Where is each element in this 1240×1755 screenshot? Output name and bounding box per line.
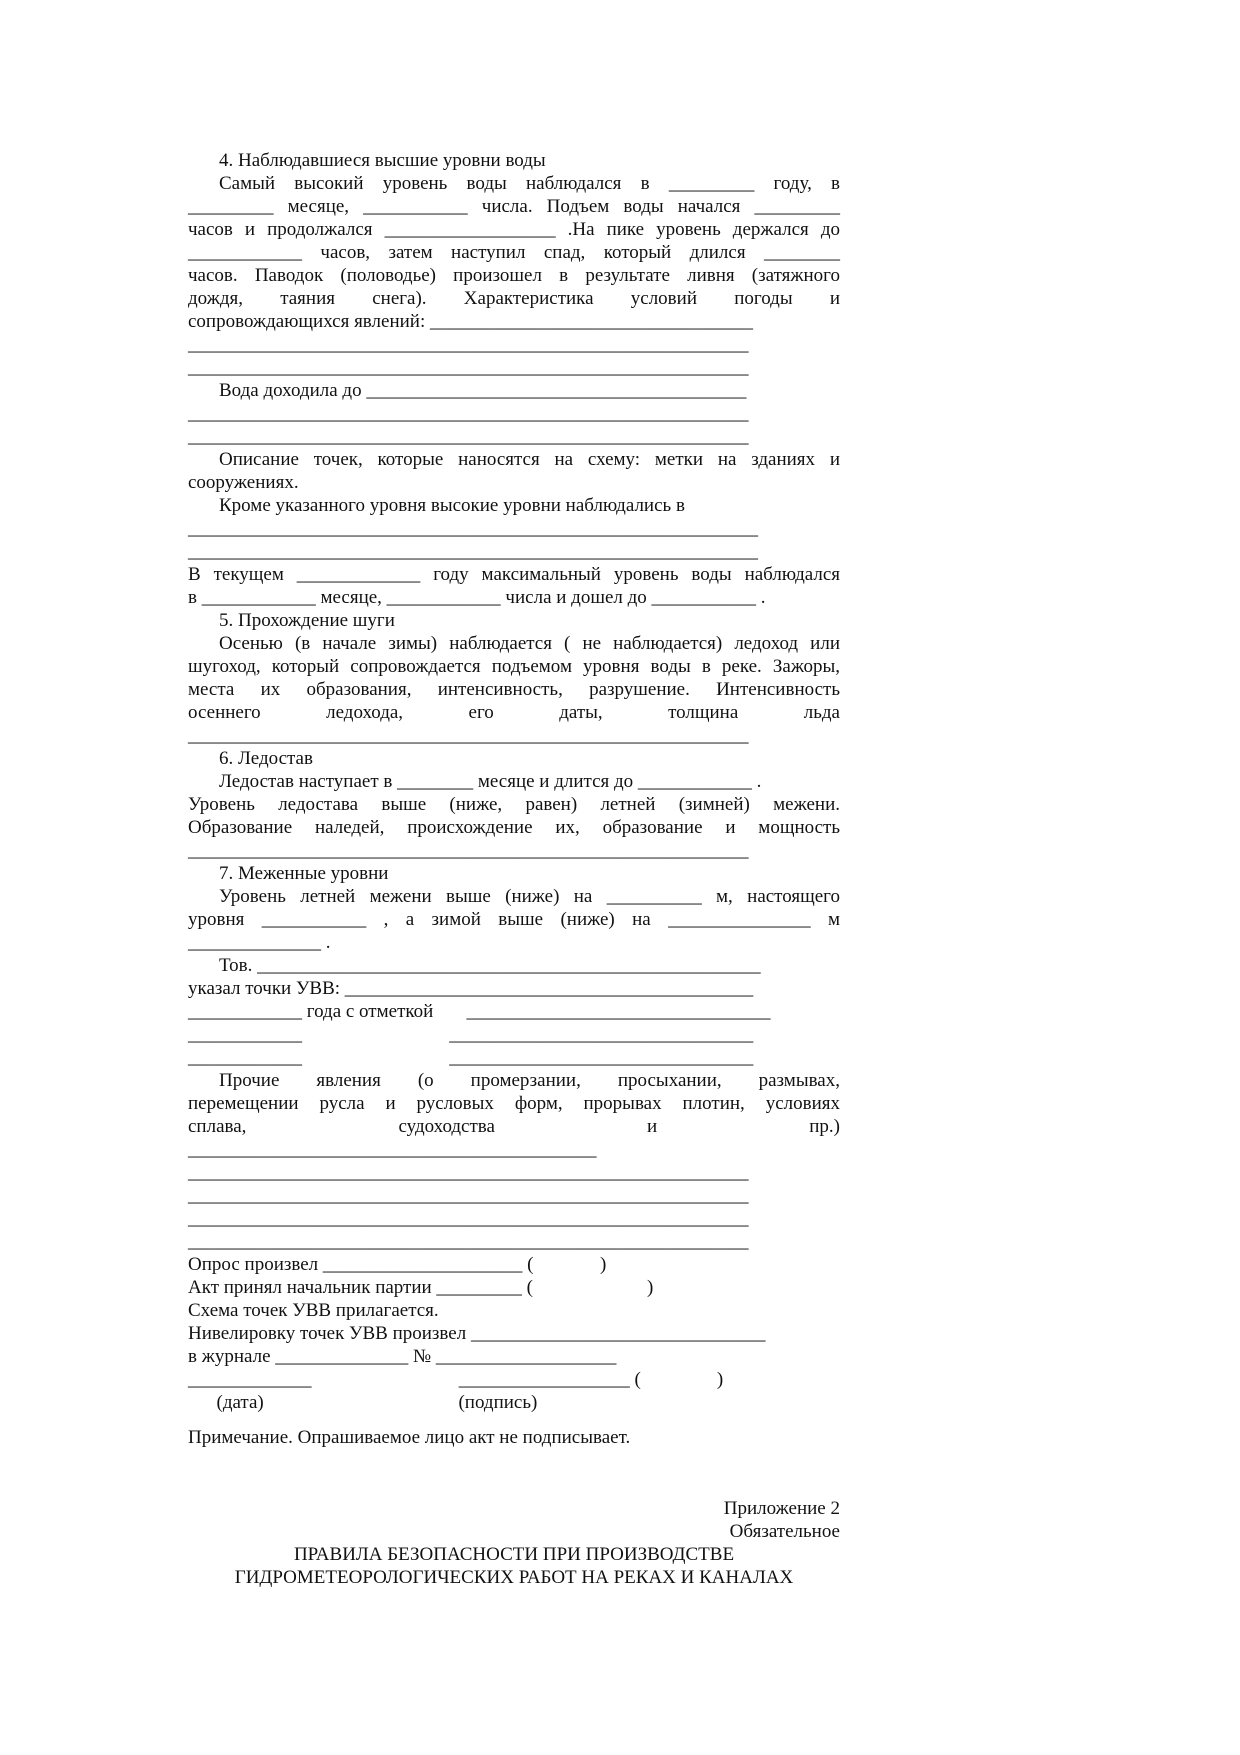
blank-underline: ___________________________________________________________ bbox=[188, 426, 749, 447]
note: Примечание. Опрашиваемое лицо акт не подписывает. bbox=[188, 1427, 631, 1448]
section-7-title: 7. Меженные уровни bbox=[219, 863, 389, 884]
appendix-title: ГИДРОМЕТЕОРОЛОГИЧЕСКИХ РАБОТ НА РЕКАХ И КАНАЛАХ bbox=[234, 1567, 794, 1588]
points-description-line: сооружениях. bbox=[188, 472, 299, 493]
blank-underline: ___________________________________________________________ bbox=[188, 403, 749, 424]
section-5-title: 5. Прохождение шуги bbox=[219, 610, 395, 631]
uvv-points-line: ____________ ________________________________ bbox=[188, 1024, 754, 1045]
signature-line: Схема точек УВВ прилагается. bbox=[188, 1300, 439, 1321]
blank-underline: ___________________________________________ bbox=[188, 1139, 597, 1160]
section-4-line: ____________ часов, затем наступил спад, который длился ________ bbox=[188, 242, 840, 263]
blank-underline: ___________________________________________________________ bbox=[188, 1162, 749, 1183]
other-phenomena-line: Прочие явления (о промерзании, просыхании, размывах, bbox=[219, 1070, 840, 1091]
blank-underline: ___________________________________________________________ bbox=[188, 334, 749, 355]
current-year-line: в ____________ месяце, ____________ числа и дошел до ___________ . bbox=[188, 587, 766, 608]
appendix-label: Приложение 2 bbox=[723, 1498, 840, 1519]
appendix-status: Обязательное bbox=[729, 1521, 840, 1542]
signature-line: в журнале ______________ № ___________________ bbox=[188, 1346, 617, 1367]
blank-underline: ___________________________________________________________ bbox=[188, 1208, 749, 1229]
section-4-line: часов. Паводок (половодье) произошел в результате ливня (затяжного bbox=[188, 265, 840, 286]
section-4-line: сопровождающихся явлений: __________________________________ bbox=[188, 311, 753, 332]
uvv-points-line: ____________ года с отметкой ________________________________ bbox=[188, 1001, 771, 1022]
blank-underline: ___________________________________________________________ bbox=[188, 725, 749, 746]
document-page bbox=[188, 149, 840, 1589]
section-4-line: _________ месяце, ___________ числа. Подъем воды начался _________ bbox=[188, 196, 840, 217]
section-4-line: дождя, таяния снега). Характеристика условий погоды и bbox=[188, 288, 840, 309]
other-phenomena-line: перемещении русла и русловых форм, прорывах плотин, условиях bbox=[188, 1093, 840, 1114]
section-7-line: ______________ . bbox=[188, 932, 331, 953]
section-6-line: Образование наледей, происхождение их, образование и мощность bbox=[188, 817, 840, 838]
section-7-line: уровня ___________ , а зимой выше (ниже) на _______________ м bbox=[188, 909, 840, 930]
section-5-line: Осенью (в начале зимы) наблюдается ( не наблюдается) ледоход или bbox=[219, 633, 840, 654]
section-5-line: шугоход, который сопровождается подъемом уровня воды в реке. Зажоры, bbox=[188, 656, 840, 677]
blank-underline: ___________________________________________________________ bbox=[188, 840, 749, 861]
section-4-line: Самый высокий уровень воды наблюдался в _________ году, в bbox=[219, 173, 840, 194]
blank-underline: ___________________________________________________________ bbox=[188, 357, 749, 378]
blank-underline: ____________________________________________________________ bbox=[188, 518, 758, 539]
blank-underline: ___________________________________________________________ bbox=[188, 1185, 749, 1206]
other-phenomena-line: сплава, судоходства и пр.) bbox=[188, 1116, 840, 1137]
signature-line: Нивелировку точек УВВ произвел _______________________________ bbox=[188, 1323, 766, 1344]
blank-underline: ____________________________________________________________ bbox=[188, 541, 758, 562]
blank-underline: ___________________________________________________________ bbox=[188, 1231, 749, 1252]
signature-line: _____________ __________________ ( ) bbox=[188, 1369, 724, 1390]
points-description-line: Описание точек, которые наносятся на схему: метки на зданиях и bbox=[219, 449, 840, 470]
current-year-line: В текущем _____________ году максимальный уровень воды наблюдался bbox=[188, 564, 840, 585]
signature-caption: (дата) (подпись) bbox=[188, 1392, 538, 1413]
section-7-line: Уровень летней межени выше (ниже) на __________ м, настоящего bbox=[219, 886, 840, 907]
section-6-title: 6. Ледостав bbox=[219, 748, 313, 769]
appendix-title: ПРАВИЛА БЕЗОПАСНОСТИ ПРИ ПРОИЗВОДСТВЕ bbox=[293, 1544, 735, 1565]
uvv-points-line: ____________ ________________________________ bbox=[188, 1047, 754, 1068]
section-5-line: осеннего ледохода, его даты, толщина льда bbox=[188, 702, 840, 723]
section-6-line: Ледостав наступает в ________ месяце и длится до ____________ . bbox=[219, 771, 762, 792]
comrade-line: Тов. _____________________________________________________ bbox=[219, 955, 761, 976]
section-4-line: часов и продолжался __________________ .На пике уровень держался до bbox=[188, 219, 840, 240]
signature-line: Опрос произвел _____________________ ( ) bbox=[188, 1254, 607, 1275]
section-5-line: места их образования, интенсивность, разрушение. Интенсивность bbox=[188, 679, 840, 700]
other-levels-line: Кроме указанного уровня высокие уровни наблюдались в bbox=[219, 495, 685, 516]
uvv-points-line: указал точки УВВ: ___________________________________________ bbox=[188, 978, 754, 999]
section-4-title: 4. Наблюдавшиеся высшие уровни воды bbox=[219, 150, 546, 171]
signature-line: Акт принял начальник партии _________ ( ) bbox=[188, 1277, 654, 1298]
water-reached-line: Вода доходила до ________________________________________ bbox=[219, 380, 747, 401]
section-6-line: Уровень ледостава выше (ниже, равен) летней (зимней) межени. bbox=[188, 794, 840, 815]
